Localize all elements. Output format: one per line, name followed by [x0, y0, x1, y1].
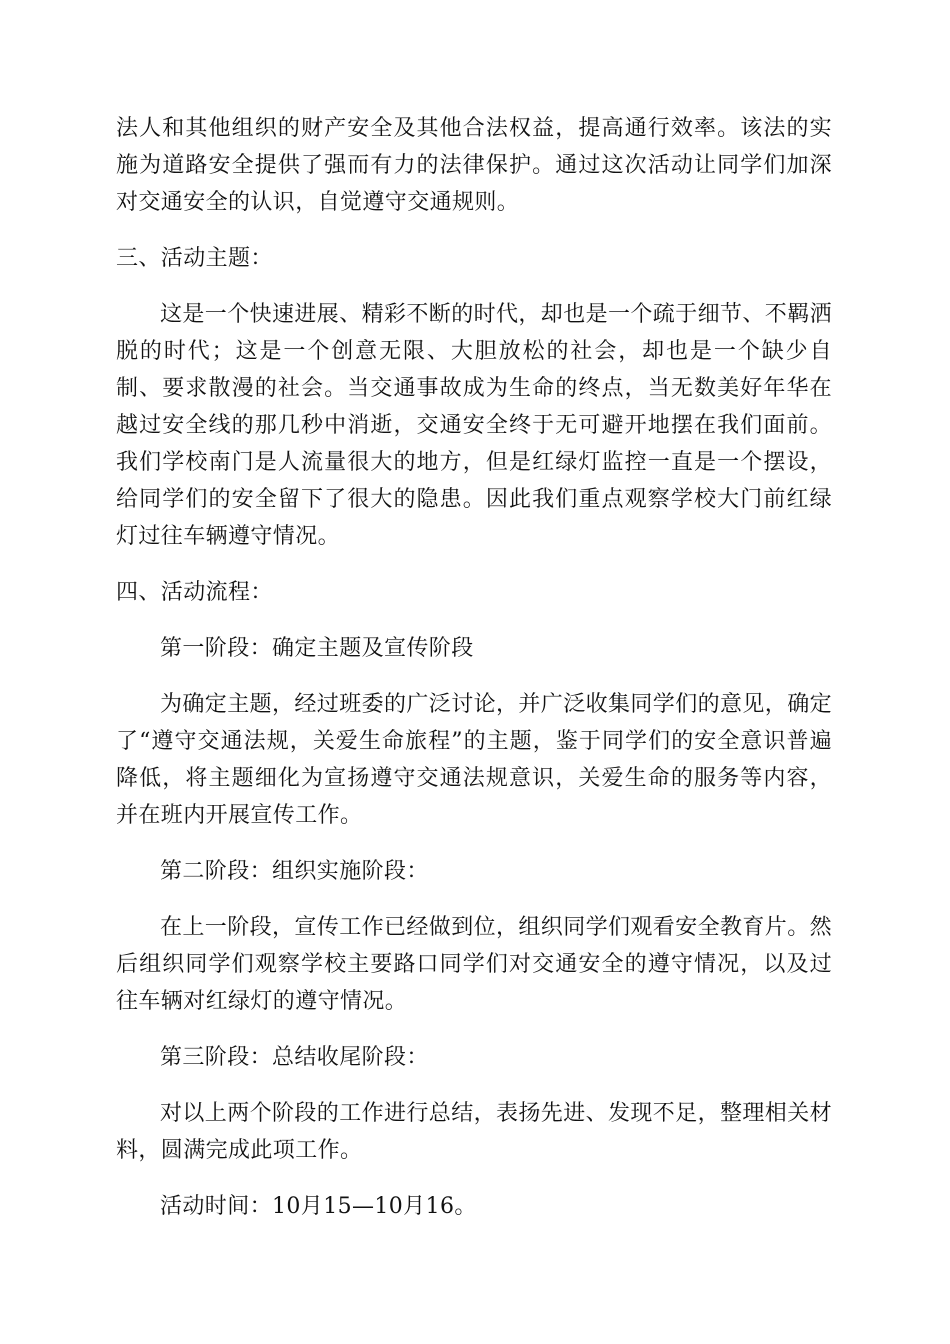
- stage-two-body: 在上一阶段，宣传工作已经做到位，组织同学们观看安全教育片。然后组织同学们观察学校主要路口同学们对交通安全的遵守情况，以及过往车辆对红绿灯的遵守情况。: [116, 915, 833, 1014]
- stage-two-title: 第二阶段：组织实施阶段：: [160, 859, 429, 884]
- paragraph-continuation: 法人和其他组织的财产安全及其他合法权益，提高通行效率。该法的实施为道路安全提供了强而有力的法律保护。通过这次活动让同学们加深对交通安全的认识，自觉遵守交通规则。: [116, 116, 832, 215]
- stage-one-body: 为确定主题，经过班委的广泛讨论，并广泛收集同学们的意见，确定了“遵守交通法规，关爱生命旅程”的主题，鉴于同学们的安全意识普遍降低，将主题细化为宣扬遵守交通法规意识，关爱生命的服务等内容，并在班内开展宣传工作。: [116, 692, 833, 828]
- stage-three-title: 第三阶段：总结收尾阶段：: [160, 1045, 429, 1070]
- section-heading-process: 四、活动流程：: [116, 580, 273, 605]
- paragraph-theme: 这是一个快速进展、精彩不断的时代，却也是一个疏于细节、不羁洒脱的时代；这是一个创意无限、大胆放松的社会，却也是一个缺少自制、要求散漫的社会。当交通事故成为生命的终点，当无数美好年华在越过安全线的那几秒中消逝，交通安全终于无可避开地摆在我们面前。我们学校南门是人流量很大的地方，但是红绿灯监控一直是一个摆设，给同学们的安全留下了很大的隐患。因此我们重点观察学校大门前红绿灯过往车辆遵守情况。: [116, 302, 833, 549]
- stage-three-body: 对以上两个阶段的工作进行总结，表扬先进、发现不足，整理相关材料，圆满完成此项工作。: [116, 1101, 833, 1163]
- document-body: [116, 110, 832, 1244]
- stage-one-title: 第一阶段：确定主题及宣传阶段: [160, 636, 474, 661]
- activity-time: 活动时间：10月15—10月16。: [160, 1194, 477, 1219]
- section-heading-theme: 三、活动主题：: [116, 246, 273, 271]
